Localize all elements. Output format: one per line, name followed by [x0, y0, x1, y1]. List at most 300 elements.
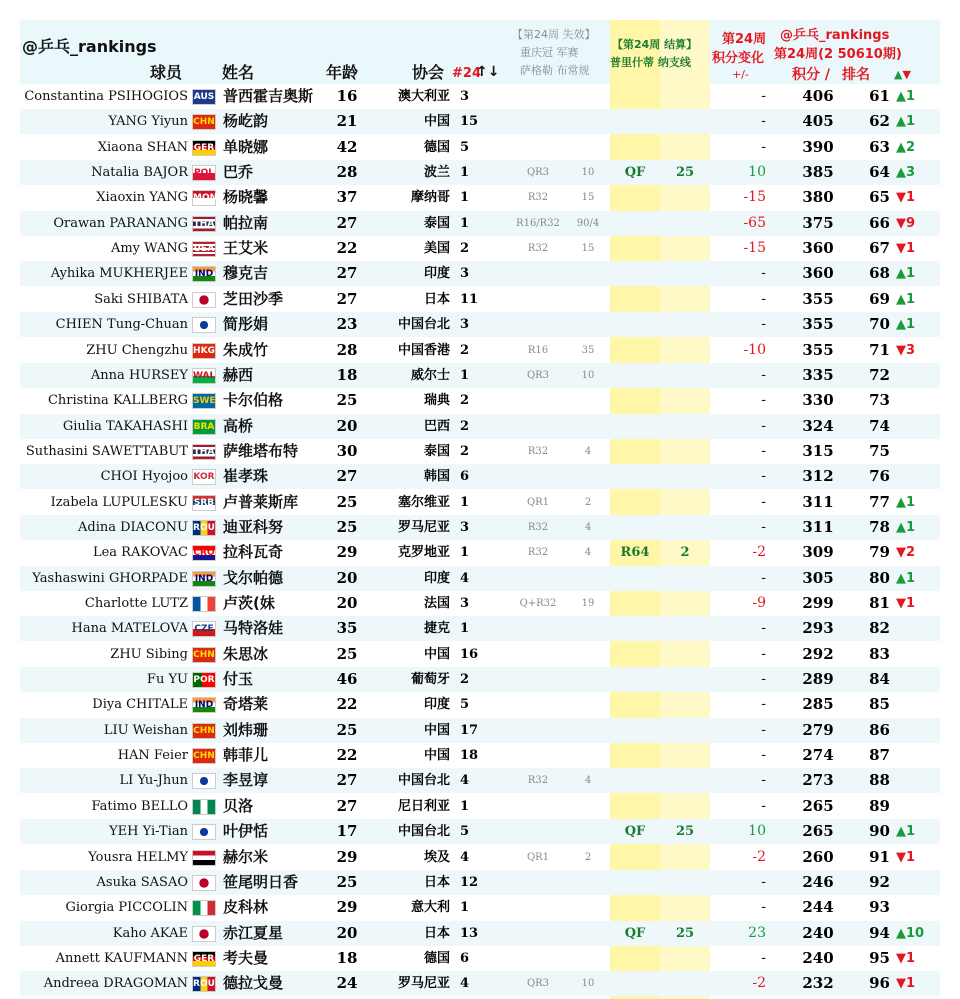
settled-result — [610, 870, 660, 895]
lost-result: R32 — [527, 521, 549, 533]
player-age: 30 — [336, 441, 358, 460]
player-name-en: HAN Feier — [117, 748, 188, 764]
assoc-rank: 2 — [460, 672, 470, 688]
table-row[interactable] — [20, 135, 940, 160]
lost-result: R16/R32 — [516, 217, 560, 229]
player-name-cn: 朱思冰 — [223, 644, 269, 663]
lost-result — [508, 667, 568, 692]
player-name-en: Amy WANG — [110, 241, 188, 257]
player-name-cn: 萨维塔布特 — [223, 441, 299, 460]
table-row[interactable] — [20, 768, 940, 793]
lost-points — [568, 566, 608, 591]
settled-result — [610, 591, 660, 616]
settled-points — [660, 718, 710, 743]
rank-number: 86 — [869, 720, 890, 739]
change-title-week: 第24周 — [722, 32, 767, 47]
total-points: 309 — [802, 543, 834, 562]
total-points: 293 — [802, 619, 834, 638]
player-name-cn: 卡尔伯格 — [223, 391, 284, 410]
assoc-rank: 2 — [460, 443, 470, 459]
player-name-cn: 杨屹韵 — [223, 112, 269, 131]
assoc-rank: 2 — [460, 342, 470, 358]
player-name-en: ZHU Sibing — [110, 646, 188, 662]
player-association: 德国 — [423, 950, 450, 966]
settle-title: 【第24周 结算】 — [612, 38, 698, 51]
player-age: 25 — [336, 644, 358, 663]
player-name-cn: 韩菲儿 — [223, 746, 269, 765]
lost-result — [508, 109, 568, 134]
player-age: 27 — [336, 264, 358, 283]
table-row[interactable] — [20, 464, 940, 489]
table-row[interactable] — [20, 566, 940, 591]
player-age: 29 — [336, 847, 358, 866]
points-change: - — [761, 772, 766, 789]
table-row[interactable] — [20, 84, 940, 109]
total-points: 324 — [802, 416, 834, 435]
settled-points — [660, 84, 710, 109]
table-row[interactable] — [20, 109, 940, 134]
settled-result — [610, 414, 660, 439]
lost-result — [508, 388, 568, 413]
settled-result — [610, 338, 660, 363]
player-name-cn: 叶伊恬 — [223, 822, 269, 841]
points-change: -15 — [743, 240, 766, 257]
rank-number: 87 — [869, 746, 890, 765]
lost-result — [508, 692, 568, 717]
points-change: - — [761, 290, 766, 307]
assoc-rank: 18 — [460, 748, 479, 764]
settled-result: R64 — [620, 545, 650, 561]
lost-result — [508, 642, 568, 667]
table-row[interactable] — [20, 616, 940, 641]
table-row[interactable] — [20, 338, 940, 363]
player-name-en: Saki SHIBATA — [94, 291, 188, 307]
points-change: - — [761, 88, 766, 104]
player-name-cn: 穆克吉 — [223, 264, 269, 283]
flag-icon: CHN — [192, 114, 216, 130]
total-points: 244 — [802, 898, 834, 917]
total-points: 405 — [802, 112, 834, 131]
table-row[interactable] — [20, 971, 940, 996]
player-name-en: Xiaona SHAN — [97, 139, 188, 155]
rank-number: 69 — [869, 289, 890, 308]
player-age: 22 — [336, 695, 358, 714]
points-change: - — [761, 696, 766, 713]
assoc-rank: 3 — [460, 266, 470, 282]
player-association: 印度 — [423, 570, 450, 586]
flag-icon: WAL — [192, 368, 216, 384]
rank-number: 79 — [869, 543, 890, 562]
rank-number: 66 — [869, 213, 890, 232]
player-name-en: YANG Yiyun — [108, 114, 188, 130]
settled-result — [610, 946, 660, 971]
player-name-cn: 付玉 — [223, 670, 254, 689]
points-change: -9 — [752, 595, 766, 611]
flag-icon: CRO — [192, 545, 216, 561]
rank-number: 76 — [869, 467, 890, 486]
total-points: 311 — [802, 492, 834, 511]
total-points: 265 — [802, 822, 834, 841]
settled-points — [660, 414, 710, 439]
settled-points — [660, 515, 710, 540]
settled-result — [610, 236, 660, 261]
player-association: 印度 — [423, 266, 450, 282]
table-row[interactable] — [20, 794, 940, 819]
player-name-cn: 赫西 — [223, 365, 254, 384]
lost-result — [508, 743, 568, 768]
player-name-cn: 卢普莱斯库 — [223, 492, 299, 511]
flag-icon — [192, 824, 216, 840]
table-row[interactable] — [20, 591, 940, 616]
rank-number: 62 — [869, 112, 890, 131]
total-points: 240 — [802, 923, 834, 942]
player-name-en: Suthasini SAWETTABUT — [25, 443, 188, 459]
player-name-cn: 简彤娟 — [223, 315, 269, 334]
lost-result: QR1 — [526, 851, 550, 863]
points-change: -2 — [752, 544, 766, 561]
lost-points: 10 — [581, 369, 595, 381]
total-points: 355 — [802, 340, 834, 359]
points-change: 23 — [748, 924, 766, 941]
table-row[interactable] — [20, 743, 940, 768]
lost-points — [568, 870, 608, 895]
player-name-en: Giulia TAKAHASHI — [62, 418, 188, 434]
rank-movement: ▼1 — [896, 596, 916, 611]
player-age: 42 — [336, 137, 358, 156]
flag-icon: KOR — [192, 469, 216, 485]
table-row[interactable] — [20, 870, 940, 895]
rank-number: 75 — [869, 441, 890, 460]
lost-event-1: 重庆冠 军赛 — [520, 46, 579, 59]
total-points: 330 — [802, 391, 834, 410]
rank-movement: ▼1 — [896, 241, 916, 257]
flag-icon: AUS — [192, 89, 216, 105]
player-age: 23 — [336, 315, 358, 334]
player-name-cn: 芝田沙季 — [223, 289, 284, 308]
settle-event: 普里什蒂 纳支线 — [610, 56, 691, 69]
player-name-cn: 马特洛娃 — [223, 619, 284, 638]
table-row[interactable] — [20, 388, 940, 413]
table-row[interactable] — [20, 718, 940, 743]
rank-number: 64 — [869, 163, 890, 182]
player-name-en: Ayhika MUKHERJEE — [50, 266, 188, 282]
player-age: 20 — [336, 416, 358, 435]
rank-movement: ▼2 — [896, 545, 916, 561]
player-name-en: LIU Weishan — [103, 722, 188, 738]
header-name: 姓名 — [222, 63, 255, 82]
player-association: 中国 — [423, 748, 450, 764]
lost-points — [568, 261, 608, 286]
table-row[interactable] — [20, 439, 940, 464]
table-row[interactable] — [20, 642, 940, 667]
player-association: 中国 — [423, 114, 450, 130]
points-change: - — [761, 645, 766, 662]
table-row[interactable] — [20, 261, 940, 286]
lost-result — [508, 135, 568, 160]
player-name-cn: 普西霍吉奥斯 — [223, 87, 314, 105]
settled-points — [660, 768, 710, 793]
points-change: -2 — [752, 975, 766, 992]
table-row[interactable] — [20, 236, 940, 261]
settled-points — [660, 794, 710, 819]
player-name-cn: 朱成竹 — [223, 340, 269, 359]
settled-points — [660, 946, 710, 971]
lost-points — [568, 921, 608, 946]
lost-result: R32 — [527, 192, 549, 204]
player-name-cn: 杨晓馨 — [223, 188, 269, 207]
lost-points — [568, 718, 608, 743]
settled-points — [660, 743, 710, 768]
total-points: 355 — [802, 289, 834, 308]
player-name-cn: 巴乔 — [223, 163, 254, 182]
points-change: - — [761, 366, 766, 383]
points-change: - — [761, 442, 766, 459]
lost-points — [568, 794, 608, 819]
table-row[interactable] — [20, 515, 940, 540]
settled-points: 2 — [680, 545, 690, 561]
table-row[interactable] — [20, 363, 940, 388]
header-player: 球员 — [150, 63, 183, 82]
total-points: 311 — [802, 517, 834, 536]
assoc-rank: 4 — [460, 773, 470, 789]
total-points: 273 — [802, 771, 834, 790]
settled-points — [660, 236, 710, 261]
settled-points — [660, 490, 710, 515]
settled-result — [610, 388, 660, 413]
settled-points — [660, 464, 710, 489]
total-points: 375 — [802, 213, 834, 232]
lost-result — [508, 414, 568, 439]
player-name-cn: 崔孝珠 — [223, 467, 269, 486]
player-name-cn: 卢茨(妹 — [223, 594, 275, 612]
lost-points: 4 — [584, 445, 592, 457]
points-change: 10 — [748, 823, 766, 840]
lost-event-2: 萨格勒 布常规 — [520, 64, 590, 77]
player-age: 27 — [336, 771, 358, 790]
player-age: 27 — [336, 796, 358, 815]
lost-points — [568, 135, 608, 160]
settled-points — [660, 135, 710, 160]
flag-icon: GER — [192, 951, 216, 967]
table-row[interactable] — [20, 185, 940, 210]
player-name-en: Izabela LUPULESKU — [50, 494, 188, 510]
player-association: 美国 — [423, 241, 450, 257]
player-name-en: Fatimo BELLO — [91, 798, 188, 814]
player-association: 澳大利亚 — [397, 89, 450, 104]
rank-number: 80 — [869, 568, 890, 587]
rank-number: 90 — [869, 822, 890, 841]
player-name-en: Xiaoxin YANG — [96, 190, 188, 206]
player-age: 25 — [336, 517, 358, 536]
settled-result — [610, 971, 660, 996]
table-row[interactable] — [20, 946, 940, 971]
player-name-cn: 拉科瓦奇 — [223, 543, 284, 562]
table-row[interactable] — [20, 160, 940, 185]
points-change: - — [761, 721, 766, 738]
player-age: 28 — [336, 163, 358, 182]
table-row[interactable] — [20, 414, 940, 439]
table-row[interactable] — [20, 845, 940, 870]
lost-result: R32 — [527, 775, 549, 787]
rank-number: 77 — [869, 492, 890, 511]
points-change: - — [761, 747, 766, 764]
lost-points — [568, 946, 608, 971]
settled-result — [610, 312, 660, 337]
change-title: 积分变化 — [712, 51, 765, 66]
player-name-cn: 皮科林 — [223, 898, 269, 917]
flag-icon: POL — [192, 165, 216, 181]
player-name-cn: 奇塔莱 — [223, 695, 269, 714]
player-name-cn: 帕拉南 — [223, 213, 269, 232]
player-name-en: Diya CHITALE — [92, 697, 188, 713]
table-row[interactable] — [20, 287, 940, 312]
table-row[interactable] — [20, 819, 940, 844]
flag-icon — [192, 875, 216, 891]
flag-icon: IND — [192, 266, 216, 282]
player-name-en: Christina KALLBERG — [47, 393, 188, 409]
settled-result — [610, 895, 660, 920]
header-movement — [894, 68, 911, 81]
settled-points — [660, 591, 710, 616]
settled-result — [610, 616, 660, 641]
player-name-cn: 贝洛 — [223, 796, 254, 815]
rank-movement: ▲1 — [896, 570, 916, 586]
assoc-rank: 4 — [460, 570, 470, 586]
settled-result — [610, 84, 660, 109]
player-association: 埃及 — [423, 849, 450, 865]
settled-points — [660, 211, 710, 236]
rank-number: 61 — [869, 87, 890, 105]
points-change: - — [761, 468, 766, 485]
player-age: 22 — [336, 239, 358, 258]
player-association: 中国 — [423, 722, 450, 738]
settled-points — [660, 185, 710, 210]
assoc-rank: 1 — [460, 798, 470, 814]
assoc-rank: 15 — [460, 114, 479, 130]
lost-points: 2 — [584, 496, 592, 508]
lost-result — [508, 895, 568, 920]
player-name-en: Orawan PARANANG — [53, 215, 188, 231]
settled-points — [660, 109, 710, 134]
player-age: 20 — [336, 568, 358, 587]
points-change: - — [761, 873, 766, 890]
settled-result — [610, 566, 660, 591]
settled-result — [610, 287, 660, 312]
player-association: 摩纳哥 — [410, 190, 450, 206]
assoc-rank: 1 — [460, 900, 470, 916]
points-change: 10 — [748, 164, 766, 181]
table-row[interactable] — [20, 490, 940, 515]
table-row[interactable] — [20, 540, 940, 565]
player-age: 27 — [336, 467, 358, 486]
rank-number: 71 — [869, 340, 890, 359]
assoc-rank: 3 — [460, 519, 470, 535]
settled-points — [660, 870, 710, 895]
player-association: 威尔士 — [410, 367, 450, 383]
assoc-rank: 5 — [460, 824, 470, 840]
player-association: 中国台北 — [397, 773, 450, 789]
period-label: 第24周(2 50610期) — [774, 47, 902, 62]
lost-result: QR1 — [526, 496, 550, 508]
rank-number: 96 — [869, 974, 890, 993]
points-change: -15 — [743, 189, 766, 206]
settled-result — [610, 135, 660, 160]
rank-movement: ▲1 — [896, 291, 916, 307]
lost-result — [508, 819, 568, 844]
settled-points — [660, 971, 710, 996]
settled-points — [660, 616, 710, 641]
total-points: 260 — [802, 847, 834, 866]
lost-points — [568, 109, 608, 134]
settled-points — [660, 845, 710, 870]
assoc-rank: 5 — [460, 697, 470, 713]
player-age: 28 — [336, 340, 358, 359]
player-association: 日本 — [423, 925, 450, 941]
rank-movement: ▲10 — [896, 925, 925, 941]
table-row[interactable] — [20, 921, 940, 946]
assoc-rank: 6 — [460, 950, 470, 966]
player-age: 29 — [336, 898, 358, 917]
flag-icon: THA — [192, 216, 216, 232]
player-age: 25 — [336, 391, 358, 410]
header-points: 积分 / — [792, 67, 830, 83]
table-row[interactable] — [20, 667, 940, 692]
sort-icon[interactable]: ↑↓ — [476, 64, 500, 80]
table-row[interactable] — [20, 211, 940, 236]
player-association: 葡萄牙 — [410, 672, 450, 688]
player-name-cn: 李昱谆 — [223, 771, 269, 790]
player-name-en: Lea RAKOVAC — [92, 545, 188, 561]
settled-result — [610, 794, 660, 819]
flag-icon: CHN — [192, 723, 216, 739]
player-name-en: Kaho AKAE — [112, 925, 188, 941]
flag-icon — [192, 317, 216, 333]
header-age: 年龄 — [326, 63, 359, 82]
settled-result — [610, 845, 660, 870]
points-change: - — [761, 265, 766, 282]
lost-result: QR3 — [526, 167, 550, 179]
lost-result — [508, 921, 568, 946]
settled-points — [660, 566, 710, 591]
total-points: 390 — [802, 137, 834, 156]
player-association: 法国 — [423, 596, 450, 611]
table-row[interactable] — [20, 312, 940, 337]
lost-points — [568, 287, 608, 312]
assoc-rank: 3 — [460, 317, 470, 333]
total-points: 299 — [802, 594, 834, 612]
lost-points — [568, 312, 608, 337]
player-age: 29 — [336, 543, 358, 562]
points-change: - — [761, 949, 766, 966]
table-row[interactable] — [20, 895, 940, 920]
assoc-rank: 1 — [460, 367, 470, 383]
player-age: 18 — [336, 948, 358, 967]
total-points: 240 — [802, 948, 834, 967]
points-change: - — [761, 113, 766, 130]
lost-result — [508, 616, 568, 641]
total-points: 232 — [802, 974, 834, 993]
total-points: 360 — [802, 264, 834, 283]
total-points: 265 — [802, 796, 834, 815]
player-name-en: Constantina PSIHOGIOS — [24, 89, 188, 104]
settled-points: 25 — [675, 165, 695, 181]
assoc-rank: 16 — [460, 646, 479, 662]
lost-points: 10 — [581, 978, 595, 990]
lost-result — [508, 261, 568, 286]
flag-icon — [192, 799, 216, 815]
table-row[interactable] — [20, 692, 940, 717]
player-age: 20 — [336, 594, 358, 612]
